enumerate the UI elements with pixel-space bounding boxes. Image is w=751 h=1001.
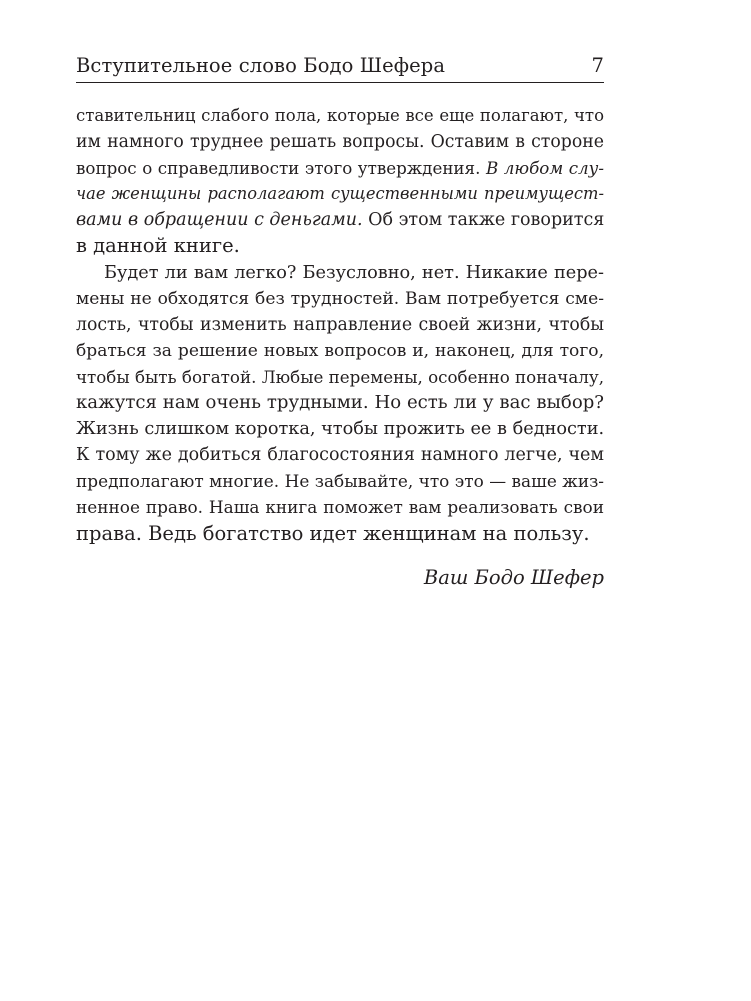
text-line xyxy=(76,155,604,181)
book-page xyxy=(76,52,604,591)
text-line: ненное право. Наша книга поможет вам реализовать свои xyxy=(76,497,604,518)
text-line: ставительниц слабого пола, которые все еще полагают, что xyxy=(76,106,604,125)
text-line: мены не обходятся без трудностей. Вам потребуется сме- xyxy=(76,288,604,309)
running-header xyxy=(76,52,604,80)
text-line: чтобы быть богатой. Любые перемены, особенно поначалу, xyxy=(76,366,604,387)
emphasis-run: вами в обращении с деньгами. xyxy=(76,210,363,231)
page-number: 7 xyxy=(591,54,604,77)
paragraph-main xyxy=(76,260,604,547)
text-line: К тому же добиться благосостояния намного легче, чем xyxy=(76,445,604,466)
header-rule xyxy=(76,82,604,83)
text-line xyxy=(76,207,604,233)
text-line xyxy=(76,181,604,207)
emphasis-run: В любом слу- xyxy=(485,158,605,179)
running-header-title: Вступительное слово Бодо Шефера xyxy=(76,54,446,77)
paragraph-continuation xyxy=(76,103,604,260)
author-signature: Ваш Бодо Шефер xyxy=(423,565,604,589)
emphasis-run: чае женщины располагают существенными преимущест- xyxy=(76,184,604,204)
text-line: Жизнь слишком коротка, чтобы прожить ее в бедности. xyxy=(76,419,605,440)
text-line: кажутся нам очень трудными. Но есть ли у вас выбор? xyxy=(76,392,604,414)
text-run: вопрос о справедливости этого утверждения. xyxy=(76,158,481,179)
text-line: предполагают многие. Не забывайте, что это — ваше жиз- xyxy=(76,471,604,492)
text-line: браться за решение новых вопросов и, наконец, для того, xyxy=(76,340,604,361)
text-line: лость, чтобы изменить направление своей жизни, чтобы xyxy=(76,314,604,335)
text-line: Будет ли вам легко? Безусловно, нет. Никакие пере- xyxy=(104,262,604,283)
text-line: им намного труднее решать вопросы. Оставим в стороне xyxy=(76,132,604,153)
text-run: Об этом также говорится xyxy=(368,210,605,231)
text-line: в данной книге. xyxy=(76,234,240,258)
text-line: права. Ведь богатство идет женщинам на пользу. xyxy=(76,521,590,545)
